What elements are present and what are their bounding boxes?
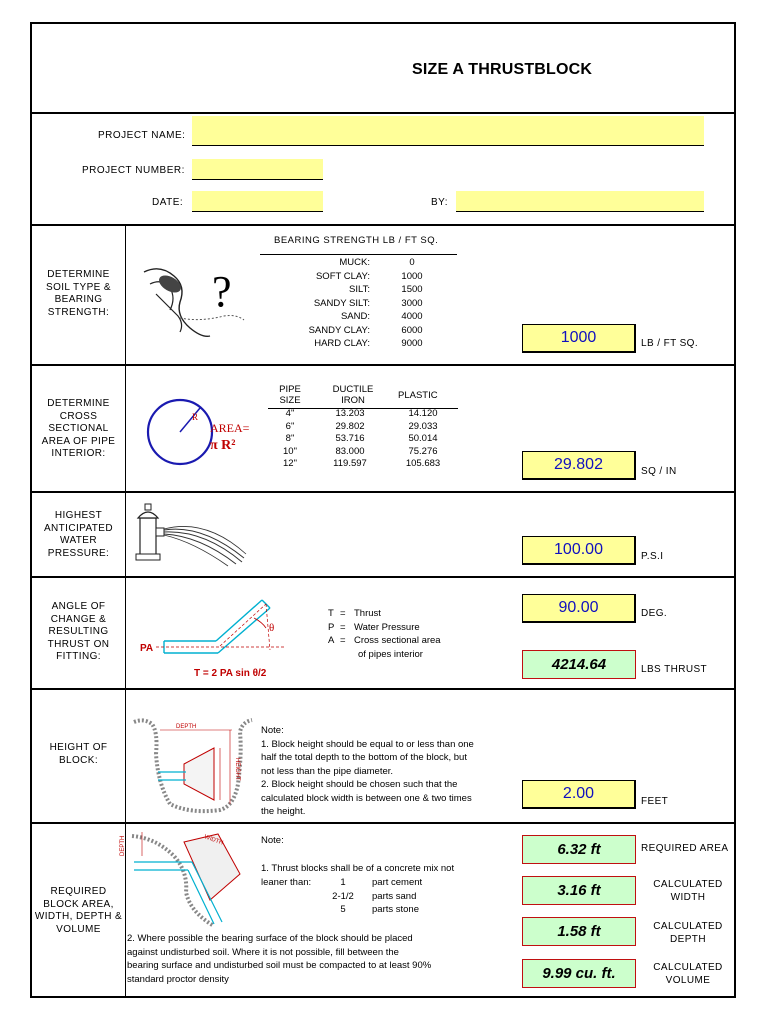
divider [32, 688, 734, 690]
depth-label: DEPTH [120, 835, 126, 856]
soil-strength: 1000 [401, 270, 423, 282]
bearing-row [260, 256, 454, 270]
block-note-1: 1. Thrust blocks shall be of a concrete mix not [261, 863, 455, 874]
note-line: standard proctor density [127, 973, 229, 985]
label-line: SOIL TYPE & [46, 281, 111, 293]
date-label: DATE: [152, 197, 184, 208]
cross-section-value[interactable]: 29.802 [522, 451, 636, 480]
soil-strength: 0 [409, 257, 415, 268]
legend-desc: Water Pressure [354, 621, 420, 633]
soil-strength: 3000 [401, 297, 423, 309]
area-row-label [32, 398, 125, 461]
bearing-strength-value[interactable]: 1000 [522, 324, 636, 353]
angle-unit: DEG. [641, 608, 668, 619]
block-row-label [32, 886, 125, 936]
legend-desc: Cross sectional area [354, 635, 441, 646]
mix-qty: 2-1/2 [332, 890, 354, 902]
fire-hydrant-icon [132, 498, 252, 570]
note-line: 2. Block height should be chosen such that the [261, 779, 458, 790]
label-line: THRUST ON [47, 638, 110, 650]
label-line: CALCULATED [653, 879, 723, 890]
divider [32, 576, 734, 578]
soil-name: SANDY SILT: [313, 297, 370, 309]
bearing-row [260, 283, 454, 297]
question-mark-icon: ? [212, 267, 232, 316]
pipe-size: 4" [285, 408, 295, 419]
divider [32, 364, 734, 366]
thrust-legend [328, 607, 441, 661]
date-field[interactable] [192, 191, 323, 212]
angle-row-label [32, 601, 125, 664]
project-number-label: PROJECT NUMBER: [82, 165, 185, 176]
note-line: not less than the pipe diameter. [261, 765, 394, 777]
soil-strength: 1500 [401, 284, 423, 295]
header-line: PIPE [279, 384, 301, 395]
pipe-size: 6" [285, 420, 295, 432]
divider [32, 112, 734, 114]
block-height-diagram [130, 714, 256, 818]
label-line: WATER [60, 535, 97, 546]
project-name-field[interactable] [192, 116, 704, 146]
pressure-row-label [32, 510, 125, 560]
height-unit: FEET [641, 796, 669, 807]
header-line: DUCTILE [332, 384, 374, 395]
label-line: RESULTING [48, 626, 109, 637]
legend-cont: of pipes interior [358, 648, 423, 660]
legend-symbol: P [328, 621, 335, 633]
calculated-width-label [640, 878, 736, 904]
bearing-row [260, 310, 454, 324]
concrete-mix [328, 876, 422, 917]
page-title: SIZE A THRUSTBLOCK [412, 61, 593, 78]
radius-label: R [192, 412, 199, 422]
pipe-row [268, 408, 458, 421]
water-pressure-value[interactable]: 100.00 [522, 536, 636, 565]
soil-hand-icon [140, 254, 250, 344]
area-unit: SQ / IN [641, 466, 677, 477]
soil-name: HARD CLAY: [314, 338, 370, 349]
label-line: ANGLE OF [51, 601, 106, 612]
block-note-2 [127, 932, 431, 986]
project-number-field[interactable] [192, 159, 323, 180]
bearing-table-title: BEARING STRENGTH LB / FT SQ. [274, 235, 439, 246]
legend-item [328, 634, 441, 648]
label-line: INTERIOR: [51, 448, 106, 459]
label-line: DEPTH [670, 934, 706, 945]
label-line: REQUIRED [50, 886, 107, 897]
label-line: CROSS [59, 410, 98, 422]
pipe-ductile: 83.000 [335, 445, 365, 457]
theta-label: θ [269, 622, 275, 634]
thrust-fitting-diagram [136, 584, 306, 684]
pipe-size: 8" [285, 433, 295, 444]
mix-qty: 5 [340, 904, 346, 915]
note-line: Note: [261, 725, 284, 736]
legend-item [328, 621, 441, 635]
project-name-label: PROJECT NAME: [98, 130, 186, 141]
height-note [261, 724, 474, 819]
legend-symbol: T [328, 608, 334, 619]
label-line: VOLUME [665, 975, 711, 986]
mix-desc: parts sand [372, 890, 417, 902]
thrust-unit: LBS THRUST [641, 664, 708, 675]
block-height-value[interactable]: 2.00 [522, 780, 636, 809]
label-line: BLOCK AREA, [43, 898, 114, 910]
pipe-size-header [268, 384, 312, 406]
soil-strength: 9000 [401, 338, 423, 349]
soil-name: SAND: [340, 311, 370, 322]
bearing-table [260, 256, 454, 351]
plastic-header: PLASTIC [398, 390, 438, 401]
legend-eq: = [340, 608, 346, 619]
legend-desc: Thrust [354, 608, 381, 619]
required-area-result: 6.32 ft [522, 835, 636, 864]
header-line: SIZE [279, 395, 301, 406]
pipe-row [268, 446, 458, 459]
label-line: FITTING: [56, 651, 101, 662]
pipe-row [268, 433, 458, 446]
height-row-label [32, 742, 125, 767]
soil-name: SANDY CLAY: [308, 324, 370, 336]
label-line: WIDTH, DEPTH & [34, 911, 123, 922]
calculated-volume-result: 9.99 cu. ft. [522, 959, 636, 988]
pipe-plastic: 29.033 [408, 420, 438, 432]
block-plan-diagram [120, 826, 260, 930]
divider [32, 491, 734, 493]
divider [32, 224, 734, 226]
label-line: BEARING [54, 294, 103, 305]
table-rule [260, 254, 457, 255]
calculated-depth-result: 1.58 ft [522, 917, 636, 946]
pipe-ductile: 29.802 [335, 420, 365, 432]
bearing-row [260, 337, 454, 351]
bearing-row [260, 297, 454, 311]
block-note-title: Note: [261, 835, 284, 846]
pipe-size: 10" [283, 445, 297, 457]
legend-symbol: A [328, 635, 335, 646]
pipe-plastic: 14.120 [408, 408, 438, 419]
pipe-ductile: 13.203 [335, 408, 365, 419]
column-divider [125, 224, 126, 998]
pressure-unit: P.S.I [641, 551, 664, 562]
soil-name: SOFT CLAY: [315, 270, 370, 282]
pipe-area-table [268, 408, 458, 471]
calculated-volume-label [640, 961, 736, 987]
pipe-ductile: 119.597 [333, 458, 367, 469]
pipe-ductile: 53.716 [335, 433, 365, 444]
bearing-row [260, 324, 454, 338]
label-line: STRENGTH: [47, 306, 110, 318]
note-line: 1. Block height should be equal to or less than one [261, 738, 474, 750]
thrust-formula: T = 2 PA sin θ/2 [194, 668, 267, 679]
label-line: VOLUME [56, 923, 101, 935]
ductile-iron-header [328, 384, 378, 406]
mix-item [328, 890, 422, 904]
soil-strength: 4000 [401, 311, 423, 322]
calculated-width-result: 3.16 ft [522, 876, 636, 905]
note-line: half the total depth to the bottom of the block, but [261, 752, 467, 763]
mix-desc: part cement [372, 877, 423, 888]
soil-row-label [32, 269, 125, 319]
label-line: CHANGE & [50, 613, 107, 625]
mix-desc: parts stone [372, 904, 419, 915]
mix-qty: 1 [340, 877, 346, 888]
pipe-plastic: 105.683 [405, 458, 441, 469]
label-line: DETERMINE [47, 269, 110, 280]
block-note-1b: leaner than: [261, 877, 312, 888]
soil-strength: 6000 [401, 324, 423, 336]
bearing-row [260, 270, 454, 284]
label-line: PRESSURE: [47, 547, 110, 559]
soil-name: MUCK: [339, 257, 370, 268]
label-line: ANTICIPATED [43, 522, 114, 534]
mix-item [328, 903, 422, 917]
soil-name: SILT: [349, 284, 370, 295]
legend-item [328, 607, 441, 621]
label-line: BLOCK: [58, 754, 99, 766]
label-line: HIGHEST [54, 510, 103, 521]
header-line: IRON [341, 395, 365, 406]
by-field[interactable] [456, 191, 704, 212]
angle-value[interactable]: 90.00 [522, 594, 636, 623]
label-line: CALCULATED [653, 921, 723, 932]
label-line: WIDTH [670, 892, 706, 903]
thrust-result: 4214.64 [522, 650, 636, 679]
note-line: the height. [261, 806, 306, 817]
label-line: HEIGHT OF [49, 742, 108, 753]
pipe-plastic: 50.014 [408, 433, 438, 444]
pipe-row [268, 421, 458, 434]
area-formula-bottom: π R² [210, 438, 236, 453]
note-line: bearing surface and undisturbed soil must be compacted to at least 90% [127, 960, 432, 971]
legend-eq: = [340, 635, 346, 646]
pa-label: PA [140, 643, 154, 654]
note-line: calculated block width is between one & two times [261, 792, 472, 804]
height-label: HEIGHT [234, 758, 240, 781]
width-label: WIDTH [203, 834, 224, 847]
label-line: AREA OF PIPE [41, 435, 116, 447]
mix-item [328, 876, 422, 890]
label-line: DETERMINE [47, 398, 110, 409]
depth-label: DEPTH [176, 724, 197, 730]
bearing-unit: LB / FT SQ. [641, 338, 699, 349]
divider [32, 822, 734, 824]
legend-eq: = [340, 621, 346, 633]
label-line: SECTIONAL [48, 423, 109, 434]
worksheet [30, 22, 736, 998]
pipe-plastic: 75.276 [408, 445, 438, 457]
pipe-size: 12" [283, 458, 297, 469]
pipe-row [268, 458, 458, 471]
note-line: 2. Where possible the bearing surface of the block should be placed [127, 933, 413, 944]
by-label: BY: [431, 197, 449, 208]
note-line: against undisturbed soil. Where it is not possible, fill between the [127, 946, 399, 958]
label-line: CALCULATED [653, 962, 723, 973]
calculated-depth-label [640, 920, 736, 946]
required-area-label: REQUIRED AREA [641, 843, 729, 854]
pipe-circle-icon [144, 394, 254, 474]
area-formula-top: AREA= [210, 421, 250, 435]
